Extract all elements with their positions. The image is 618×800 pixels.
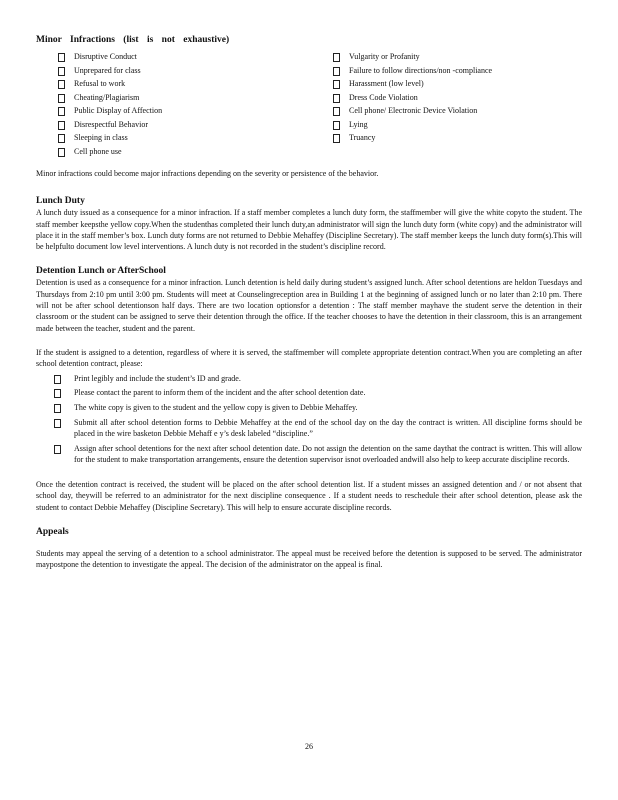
list-item: Refusal to work bbox=[58, 77, 307, 91]
detention-heading: Detention Lunch or AfterSchool bbox=[36, 266, 166, 277]
lunch-duty-heading: Lunch Duty bbox=[36, 196, 85, 207]
detention-steps-list bbox=[36, 373, 582, 466]
list-item: Cell phone use bbox=[58, 145, 307, 159]
list-item: Disrespectful Behavior bbox=[58, 118, 307, 132]
list-item: Cell phone/ Electronic Device Violation bbox=[333, 104, 582, 118]
list-item: Harassment (low level) bbox=[333, 77, 582, 91]
list-item: Cheating/Plagiarism bbox=[58, 91, 307, 105]
list-item: Vulgarity or Profanity bbox=[333, 50, 582, 64]
list-item: Print legibly and include the student’s ID and grade. bbox=[54, 373, 582, 384]
minor-infractions-note: Minor infractions could become major infractions depending on the severity or persistence of the behavior. bbox=[36, 169, 379, 178]
minor-infractions-left-column bbox=[36, 50, 307, 158]
list-item: Lying bbox=[333, 118, 582, 132]
minor-infractions-list-right bbox=[311, 50, 582, 145]
minor-infractions-heading: Minor Infractions (list is not exhaustive) bbox=[36, 35, 230, 45]
list-item: Unprepared for class bbox=[58, 64, 307, 78]
list-item: Public Display of Affection bbox=[58, 104, 307, 118]
appeals-heading: Appeals bbox=[36, 527, 69, 538]
page-number: 26 bbox=[305, 742, 313, 751]
list-item: Assign after school detentions for the next after school detention date. Do not assign the detention on the same daythat the contract is written. This will allow for the student to make transportation arrangements, ensure the detention supervisor isnot overloaded andwill also help to keep accurate discipline records. bbox=[54, 443, 582, 466]
detention-contract-intro: If the student is assigned to a detention, regardless of where it is served, the staffmember will complete appropriate detention contract.When you are completing an after school detention contract, please: bbox=[36, 347, 582, 369]
list-item: Truancy bbox=[333, 131, 582, 145]
appeals-paragraph: Students may appeal the serving of a detention to a school administrator. The appeal must be received before the detention is supposed to be served. The administrator maypostpone the detention to investigate the appeal. The decision of the administrator on the appeal is final. bbox=[36, 549, 582, 570]
minor-infractions-list-left bbox=[36, 50, 307, 158]
minor-infractions-lists bbox=[36, 50, 582, 158]
list-item: Disruptive Conduct bbox=[58, 50, 307, 64]
list-item: Please contact the parent to inform them of the incident and the after school detention date. bbox=[54, 387, 582, 398]
detention-closing-paragraph: Once the detention contract is received, the student will be placed on the after school detention list. If a student misses an assigned detention and / or not absent that school day, theywill be referred to an administrator for the next discipline consequence . If a student needs to reschedule their after school detention, please ask the student to contact Debbie Mehaffey (Discipline Secretary). This will help to ensure accurate discipline records. bbox=[36, 480, 582, 512]
detention-paragraph: Detention is used as a consequence for a minor infraction. Lunch detention is held daily during student’s assigned lunch. After school detentions are heldon Tuesdays and Thursdays from 2:10 pm until 3:00 pm. Students will meet at Counselingreception area in Building 1 at the beginning of assigned lunch or no later than 2:10 pm. There will not be after school detentionson half days. There are two location optionsfor a detention : The staff member mayhave the student serve the detention in their classroom or the student can be assigned to serve their detention through the office. If the teacher chooses to have the detention in their classroom, this is an arrangement made between the teacher, student and the parent. bbox=[36, 278, 582, 333]
list-item: Submit all after school detention forms to Debbie Mehaffey at the end of the school day on the day the contract is written. All discipline forms should be placed in the wire basketon Debbie Mehaff e y’s desk labeled “discipline.” bbox=[54, 417, 582, 440]
minor-infractions-right-column bbox=[307, 50, 582, 158]
list-item: Sleeping in class bbox=[58, 131, 307, 145]
lunch-duty-paragraph: A lunch duty issued as a consequence for a minor infraction. If a staff member completes a lunch duty form, the staffmember will give the white copyto the student. The staff member keepsthe yellow copy.When the studenthas completed their lunch duty,an administrator will sign the lunch duty form (white copy) and the administrator will place it in the staff member’s box. Lunch duty forms are not returned to Debbie Mehaffey (Discipline Secretary). The staff member keeps the lunch duty form(s).This will be helpfulto document low level interventions. A lunch duty is not recorded in the student’s discipline record. bbox=[36, 208, 582, 252]
list-item: Dress Code Violation bbox=[333, 91, 582, 105]
document-page bbox=[36, 34, 582, 571]
list-item: The white copy is given to the student and the yellow copy is given to Debbie Mehaffey. bbox=[54, 402, 582, 413]
list-item: Failure to follow directions/non -compliance bbox=[333, 64, 582, 78]
